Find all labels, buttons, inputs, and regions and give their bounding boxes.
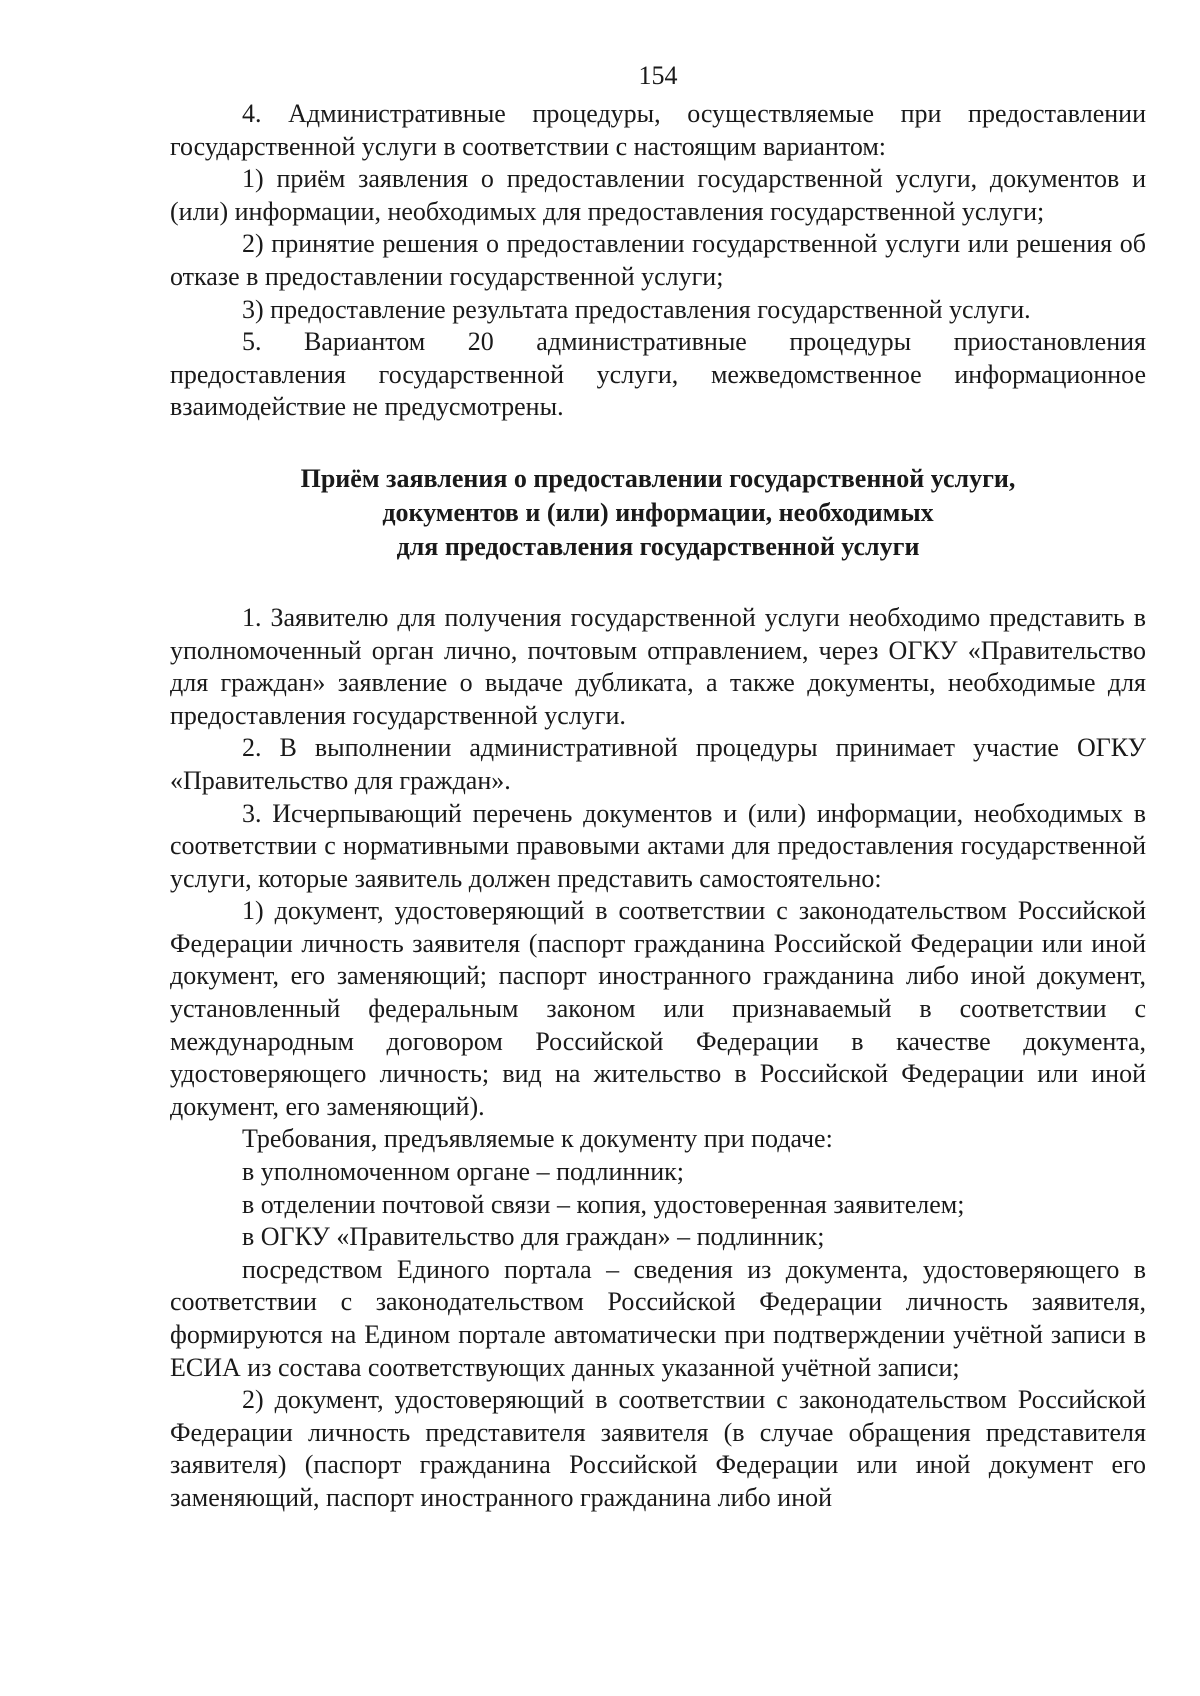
heading-line-1: Приём заявления о предоставлении государственной услуги, (300, 463, 1016, 493)
paragraph-item-2: 2. В выполнении административной процедуры принимает участие ОГКУ «Правительство для граждан». (170, 733, 1146, 795)
paragraph-document-1: 1) документ, удостоверяющий в соответствии с законодательством Российской Федерации личность заявителя (паспорт гражданина Российской Федерации или иной документ, его заменяющий; паспорт иностранного гражданина либо иной документ, установленный федеральным законом или признаваемый в соответствии с международным договором Российской Федерации в качестве документа, удостоверяющего личность; вид на жительство в Российской Федерации или иной документ, его заменяющий). (170, 896, 1146, 1121)
section-heading (170, 462, 1146, 564)
paragraph-document-2: 2) документ, удостоверяющий в соответствии с законодательством Российской Федерации личность представителя заявителя (в случае обращения представителя заявителя) (паспорт гражданина Российской Федерации или иной документ его заменяющий, паспорт иностранного гражданина либо иной (170, 1385, 1146, 1512)
paragraph-variant-20: 5. Вариантом 20 административные процедуры приостановления предоставления государственной услуги, межведомственное информационное взаимодействие не предусмотрены. (170, 327, 1146, 422)
paragraph-procedures-intro: 4. Административные процедуры, осуществляемые при предоставлении государственной услуги в соответствии с настоящим вариантом: (170, 99, 1146, 161)
paragraph-req-post-office: в отделении почтовой связи – копия, удостоверенная заявителем; (242, 1189, 965, 1219)
paragraph-req-authorized-body: в уполномоченном органе – подлинник; (242, 1157, 684, 1187)
paragraph-item-1: 1. Заявителю для получения государственной услуги необходимо представить в уполномоченный орган лично, почтовым отправлением, через ОГКУ «Правительство для граждан» заявление о выдаче дубликата, а также документы, необходимые для предоставления государственной услуги. (170, 602, 1146, 730)
paragraph-procedure-2: 2) принятие решения о предоставлении государственной услуги или решения об отказе в предоставлении государственной услуги; (170, 229, 1146, 291)
paragraph-req-portal: посредством Единого портала – сведения из документа, удостоверяющего в соответствии с законодательством Российской Федерации личность заявителя, формируются на Едином портале автоматически при подтверждении учётной записи в ЕСИА из состава соответствующих данных указанной учётной записи; (170, 1254, 1146, 1382)
paragraph-procedure-3: 3) предоставление результата предоставления государственной услуги. (242, 294, 1031, 324)
document-page (170, 60, 1146, 1515)
application-section (170, 602, 1146, 1515)
paragraph-item-3: 3. Исчерпывающий перечень документов и (или) информации, необходимых в соответствии с нормативными правовыми актами для предоставления государственной услуги, которые заявитель должен представить самостоятельно: (170, 798, 1146, 893)
heading-line-2: документов и (или) информации, необходимых (382, 497, 934, 527)
paragraph-requirements: Требования, предъявляемые к документу при подаче: (242, 1124, 833, 1154)
heading-line-3: для предоставления государственной услуги (396, 531, 920, 561)
page-number: 154 (638, 61, 678, 90)
paragraph-procedure-1: 1) приём заявления о предоставлении государственной услуги, документов и (или) информации, необходимых для предоставления государственной услуги; (170, 164, 1146, 226)
paragraph-req-ogku: в ОГКУ «Правительство для граждан» – подлинник; (242, 1222, 825, 1252)
procedures-section (170, 98, 1146, 424)
